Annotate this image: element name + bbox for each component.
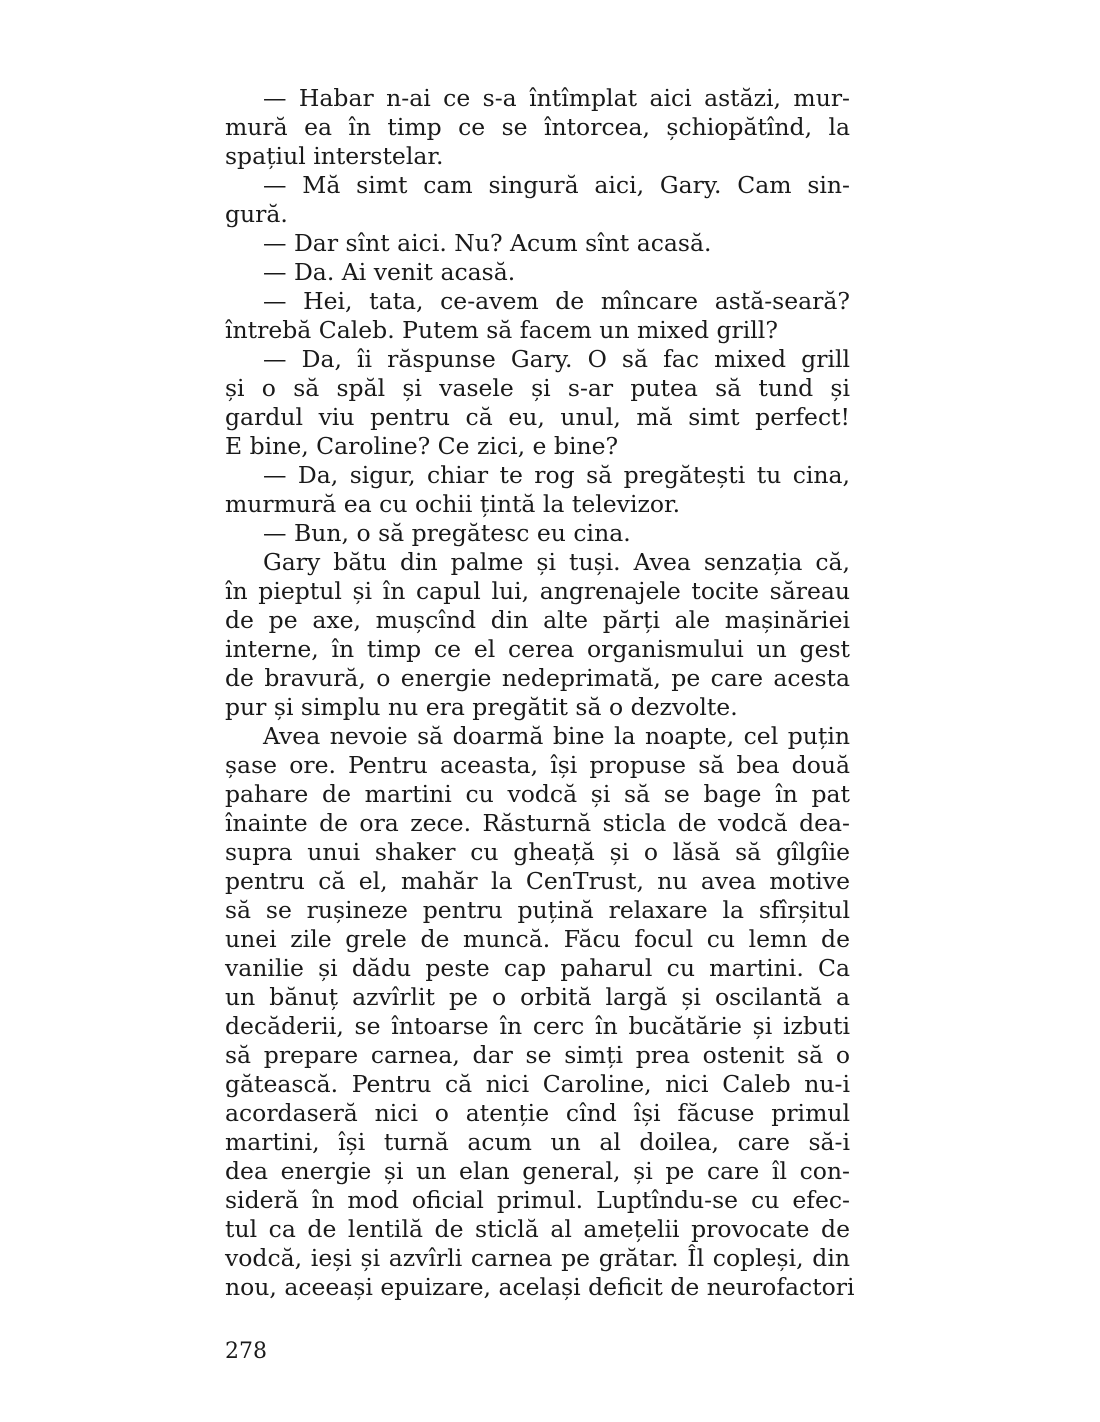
text-line: vodcă, ieși și azvîrli carnea pe grătar. Îl copleși, din (225, 1244, 850, 1272)
text-line: acordaseră nici o atenție cînd își făcuse primul (225, 1099, 850, 1127)
text-line: nou, aceeași epuizare, același deficit de neurofactori (225, 1273, 855, 1301)
text-line: murmură ea cu ochii țintă la televizor. (225, 490, 681, 518)
text-line: — Da. Ai venit acasă. (263, 258, 516, 286)
text-line: spațiul interstelar. (225, 142, 444, 170)
text-line: pur și simplu nu era pregătit să o dezvolte. (225, 693, 738, 721)
text-line: de bravură, o energie nedeprimată, pe care acesta (225, 664, 850, 692)
text-line: gardul viu pentru că eu, unul, mă simt perfect! (225, 403, 850, 431)
text-line: martini, își turnă acum un al doilea, care să-i (225, 1128, 850, 1156)
text-line: — Mă simt cam singură aici, Gary. Cam sin- (263, 171, 850, 199)
text-line: Avea nevoie să doarmă bine la noapte, cel puțin (263, 722, 850, 750)
text-line: să prepare carnea, dar se simți prea ostenit să o (225, 1041, 850, 1069)
text-line: pentru că el, mahăr la CenTrust, nu avea motive (225, 867, 850, 895)
text-line: decăderii, se întoarse în cerc în bucătărie și izbuti (225, 1012, 850, 1040)
text-line: pahare de martini cu vodcă și să se bage în pat (225, 780, 850, 808)
text-line: șase ore. Pentru aceasta, își propuse să bea două (225, 751, 850, 779)
text-line: gură. (225, 200, 288, 228)
text-line: mură ea în timp ce se întorcea, șchiopătînd, la (225, 113, 850, 141)
text-line: un bănuț azvîrlit pe o orbită largă și oscilantă a (225, 983, 850, 1011)
page-number: 278 (225, 1339, 267, 1364)
body-text (225, 84, 855, 1302)
text-line: sideră în mod oficial primul. Luptîndu-se cu efec- (225, 1186, 850, 1214)
text-line: să se rușineze pentru puțină relaxare la sfîrșitul (225, 896, 850, 924)
text-line: dea energie și un elan general, și pe care îl con- (225, 1157, 850, 1185)
text-line: gătească. Pentru că nici Caroline, nici Caleb nu-i (225, 1070, 850, 1098)
text-line: — Dar sînt aici. Nu? Acum sînt acasă. (263, 229, 712, 257)
text-line: întrebă Caleb. Putem să facem un mixed grill? (225, 316, 778, 344)
text-line: în pieptul și în capul lui, angrenajele tocite săreau (225, 577, 850, 605)
text-line: — Bun, o să pregătesc eu cina. (263, 519, 631, 547)
text-line: — Da, sigur, chiar te rog să pregătești tu cina, (263, 461, 850, 489)
text-line: și o să spăl și vasele și s-ar putea să tund și (225, 374, 850, 402)
text-line: — Habar n-ai ce s-a întîmplat aici astăzi, mur- (263, 84, 850, 112)
text-line: unei zile grele de muncă. Făcu focul cu lemn de (225, 925, 850, 953)
text-line: supra unui shaker cu gheață și o lăsă să gîlgîie (225, 838, 850, 866)
text-line: interne, în timp ce el cerea organismului un gest (225, 635, 850, 663)
text-line: Gary bătu din palme și tuși. Avea senzația că, (263, 548, 850, 576)
text-line: tul ca de lentilă de sticlă al amețelii provocate de (225, 1215, 850, 1243)
text-line: vanilie și dădu peste cap paharul cu martini. Ca (225, 954, 850, 982)
text-line: E bine, Caroline? Ce zici, e bine? (225, 432, 619, 460)
text-line: înainte de ora zece. Răsturnă sticla de vodcă dea- (225, 809, 850, 837)
text-line: — Da, îi răspunse Gary. O să fac mixed grill (263, 345, 850, 373)
text-line: — Hei, tata, ce-avem de mîncare astă-seară? (263, 287, 850, 315)
text-line: de pe axe, mușcînd din alte părți ale mașinăriei (225, 606, 850, 634)
